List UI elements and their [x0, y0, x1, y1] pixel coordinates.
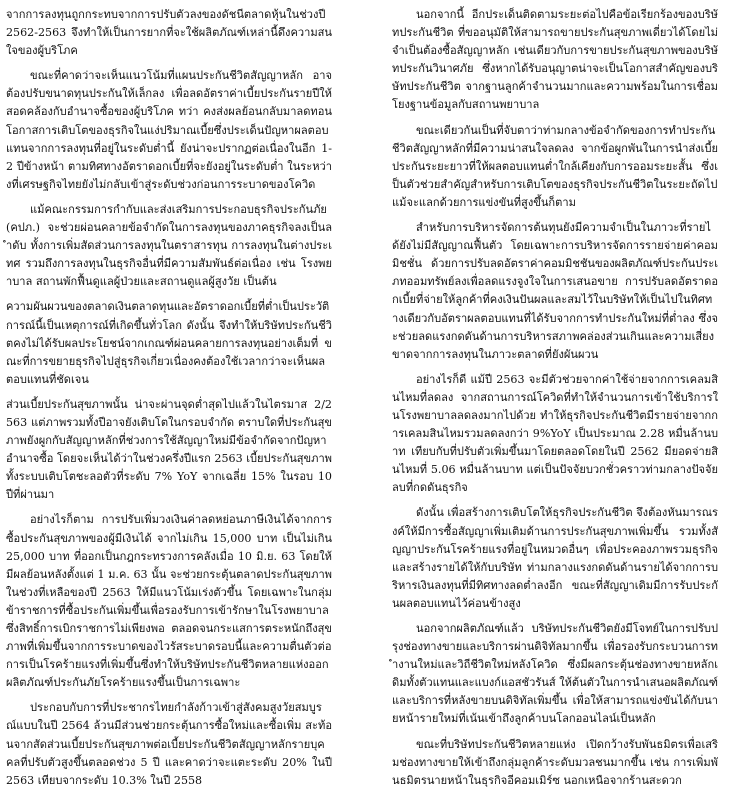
paragraph: แม้คณะกรรมการกำกับและส่งเสริมการประกอบธุรกิจประกันภัย (คปภ.) จะช่วยผ่อนคลายข้อจำกัดในการลงทุนของภาคธุรกิจลงเป็นลำดับ ทั้งการเพิ่มสัดส่วนการลงทุนในตราสารทุน การลงทุนในต่างประเทศ รวมถึงการลงทุนในธุรกิจอื่นที่มีความสัมพันธ์ต่อเนื่อง เช่น โรงพยาบาล สถานพักฟื้นดูแลผู้ป่วยและสถานดูแลผู้สูงวัย เป็นต้น — [6, 202, 332, 289]
paragraph: สำหรับการบริหารจัดการต้นทุนยังมีความจำเป็นในภาวะที่รายได้ยังไม่มีสัญญาณฟื้นตัว โดยเฉพาะการบริหารจัดการรายจ่ายค่าคอมมิชชั่น ด้วยการปรับลดอัตราค่าคอมมิชชันของผลิตภัณฑ์ประกันประเภทออมทรัพย์ลงเพื่อลดแรงจูงใจในการเสนอขาย การปรับลดอัตราดอกเบี้ยที่จ่ายให้ลูกค้าที่คงเงินปันผลและสมไว้ในบริษัทให้เป็นไปในทิศทางเดียวกับอัตราผลตอบแทนที่ได้รับจากการทำประกันใหม่ที่ต่ำลง ซึ่งจะช่วยลดแรงกดดันด้านการบริหารสภาพคล่องส่วนเกินและความเสี่ยงขาดจากการลงทุนในภาวะตลาดที่ยังผันผวน — [392, 221, 718, 361]
paragraph: ดังนั้น เพื่อสร้างการเติบโตให้ธุรกิจประกันชีวิต จึงต้องหันมารณรงค์ให้มีการซื้อสัญญาเพิ่มเติมด้านการประกันสุขภาพเพิ่มขึ้น รวมทั้งสัญญาประกันโรคร้ายแรงที่อยู่ในหมวดอื่นๆ เพื่อประคองภาพรวมธุรกิจและสร้างรายได้ให้กับบริษัท ท่ามกลางแรงกดดันด้านรายได้จากการบริหารเงินลงทุนที่มีทิศทางลดต่ำลงอีก ขณะที่สัญญาเดิมมีการรับประกันผลตอบแทนไว้ค่อนข้างสูง — [392, 506, 718, 610]
paragraph: ขณะที่บริษัทประกันชีวิตหลายแห่ง เปิดกว้างรับพันธมิตรเพื่อเสริมช่องทางขายให้เข้าถึงกลุ่มลูกค้าระดับมวลชนมากขึ้น เช่น การเพิ่มพันธมิตรนายหน้าในธุรกิจอีคอมเมิร์ซ นอกเหนือจากร้านสะดวก — [392, 737, 718, 787]
paragraph: อย่างไรก็ดี แม้ปี 2563 จะมีตัวช่วยจากค่าใช้จ่ายจากการเคลมสินไหมที่ลดลง จากสถานการณ์โควิดที่ทำให้จำนวนการเข้าใช้บริการในโรงพยาบาลลดลงมากไปด้วย ทำให้ธุรกิจประกันชีวิตมีรายจ่ายจากการเคลมสินไหมรวมลดลงกว่า 9%YoY เป็นประมาณ 2.28 หมื่นล้านบาท เทียบกับที่ปรับตัวเพิ่มขึ้นมาโดยตลอดโดยในปี 2562 มียอดจ่ายสินไหมที่ 5.06 หมื่นล้านบาท แต่เป็นปัจจัยบวกชั่วคราวท่ามกลางปัจจัยลบที่กดดันธุรกิจ — [392, 372, 718, 495]
paragraph: ประกอบกับการที่ประชากรไทยกำลังก้าวเข้าสู่สังคมสูงวัยสมบูรณ์แบบในปี 2564 ล้วนมีส่วนช่วยกระตุ้นการซื้อใหม่และซื้อเพิ่ม สะท้อนจากสัดส่วนเบี้ยประกันสุขภาพต่อเบี้ยประกันชีวิตสัญญาหลักรายบุคคลที่ปรับตัวสูงขึ้นตลอดช่วง 5 ปี และคาดว่าจะแตะระดับ 20% ในปี 2563 เทียบจากระดับ 10.3% ในปี 2558 — [6, 701, 332, 787]
paragraph: ความผันผวนของตลาดเงินตลาดทุนและอัตราดอกเบี้ยที่ต่ำเป็นประวัติการณ์นี้เป็นเหตุการณ์ที่เกิดขึ้นทั่วโลก ดังนั้น จึงทำให้บริษัทประกันชีวิตคงไม่ได้รับผลประโยชน์จากเกณฑ์ผ่อนคลายการลงทุนอย่างเต็มที่ ขณะที่การขยายธุรกิจไปสู่ธุรกิจเกี่ยวเนื่องคงต้องใช้เวลากว่าจะเห็นผลตอบแทนที่ชัดเจน — [6, 300, 332, 386]
paragraph: ส่วนเบี้ยประกันสุขภาพนั้น น่าจะผ่านจุดต่ำสุดไปแล้วในไตรมาส 2/2563 แต่ภาพรวมทั้งปีอาจยังเติบโตในกรอบจำกัด ตราบใดที่ประกันสุขภาพยังผูกกับสัญญาหลักที่ช่วงการใช้สัญญาใหม่มีข้อจำกัดจากปัญหาอำนาจซื้อ โดยจะเห็นได้ว่าในช่วงครึ่งปีแรก 2563 เบี้ยประกันสุขภาพทั้งระบบเติบโตชะลอตัวที่ระดับ 7% YoY จากเฉลี่ย 15% ในรอบ 10 ปีที่ผ่านมา — [6, 397, 332, 502]
paragraph: ขณะที่คาดว่าจะเห็นแนวโน้มที่แผนประกันชีวิตสัญญาหลัก อาจต้องปรับขนาดทุนประกันให้เล็กลง เพื่อลดอัตราค่าเบี้ยประกันรายปีให้สอดคล้องกับอำนาจซื้อของผู้บริโภค ทว่า คงส่งผลย้อนกลับมาลดทอนโอกาสการเติบโตของธุรกิจในแง่ปริมาณเบี้ยซึ่งประเด็นปัญหาผลตอบแทนจากการลงทุนที่อยู่ในระดับต่ำนี้ ยังน่าจะปรากฏต่อเนื่องในอีก 1-2 ปีข้างหน้า ตามทิศทางอัตราดอกเบี้ยที่จะยังอยู่ในระดับต่ำ ในระหว่างที่เศรษฐกิจไทยยังไม่กลับเข้าสู่ระดับช่วงก่อนการระบาดของโควิด — [6, 69, 332, 191]
paragraph: นอกจากนี้ อีกประเด็นติดตามระยะต่อไปคือข้อเรียกร้องของบริษัทประกันชีวิต ที่ขออนุมัติให้สามารถขายประกันสุขภาพเดี่ยวได้โดยไม่จำเป็นต้องซื้อสัญญาหลัก เช่นเดียวกับการขายประกันสุขภาพของบริษัทประกันวินาศภัย ซึ่งหากได้รับอนุญาตน่าจะเป็นโอกาสสำคัญของบริษัทประกันชีวิต จากฐานลูกค้าจำนวนมากและความพร้อมในการเชื่อมโยงฐานข้อมูลกับสถานพยาบาล — [392, 8, 718, 112]
paragraph: จากการลงทุนถูกกระทบจากการปรับตัวลงของดัชนีตลาดหุ้นในช่วงปี 2562-2563 จึงทำให้เป็นการยากที่จะใช้ผลิตภัณฑ์เหล่านี้ดึงความสนใจของผู้บริโภค — [6, 8, 332, 58]
paragraph: ขณะเดียวกันเป็นที่จับตาว่าท่ามกลางข้อจำกัดของการทำประกันชีวิตสัญญาหลักที่มีความน่าสนใจลดลง จากข้อผูกพันในการนำส่งเบี้ยประกันระยะยาวที่ให้ผลตอบแทนต่ำใกล้เคียงกับการออมระยะสั้น ซึ่งเป็นตัวช่วยสำคัญสำหรับการเติบโตของธุรกิจประกันชีวิตในระยะถัดไป แม้จะแลกด้วยการแข่งขันที่สูงขึ้นก็ตาม — [392, 123, 718, 209]
left-column — [6, 6, 332, 797]
paragraph: อย่างไรก็ตาม การปรับเพิ่มวงเงินค่าลดหย่อนภาษีเงินได้จากการซื้อประกันสุขภาพของผู้มีเงินได้ จากไม่เกิน 15,000 บาท เป็นไม่เกิน 25,000 บาท ที่ออกเป็นกฎกระทรวงการคลังเมื่อ 10 มิ.ย. 63 โดยให้มีผลย้อนหลังตั้งแต่ 1 ม.ค. 63 นั้น จะช่วยกระตุ้นตลาดประกันสุขภาพในช่วงที่เหลือของปี 2563 ให้มีแนวโน้มเร่งตัวขึ้น โดยเฉพาะในกลุ่มข้าราชการที่ซื้อประกันเพิ่มขึ้นเพื่อรองรับการเข้ารักษาในโรงพยาบาลซึ่งสิทธิ์การเบิกราชการไม่เพียงพอ ตลอดจนกระแสการตระหนักถึงสุขภาพที่เพิ่มขึ้นจากการระบาดของไวรัสระบาดรอบนี้และความตื่นตัวต่อการเป็นโรคร้ายแรงที่เพิ่มขึ้นซึ่งทำให้บริษัทประกันชีวิตหลายแห่งออกผลิตภัณฑ์ประกันภัยโรคร้ายแรงขึ้นเป็นการเฉพาะ — [6, 513, 332, 690]
right-column — [392, 6, 718, 797]
paragraph: นอกจากผลิตภัณฑ์แล้ว บริษัทประกันชีวิตยังมีโจทย์ในการปรับปรุงช่องทางขายและบริการผ่านดิจิทัลมากขึ้น เพื่อรองรับกระบวนการทำงานใหม่และวิถีชีวิตใหม่หลังโควิด ซึ่งมีผลกระตุ้นช่องทางขายหลักเดิมทั้งตัวแทนและแบงก์แอสชัวรันส์ ให้ต้นตัวในการนำเสนอผลิตภัณฑ์และบริการที่หลังขายบนดิจิทัลเพิ่มขึ้น เพื่อให้สามารถแข่งขันได้กับนายหน้ารายใหม่ที่เน้นเข้าถึงลูกค้าบนโลกออนไลน์เป็นหลัก — [392, 622, 718, 726]
